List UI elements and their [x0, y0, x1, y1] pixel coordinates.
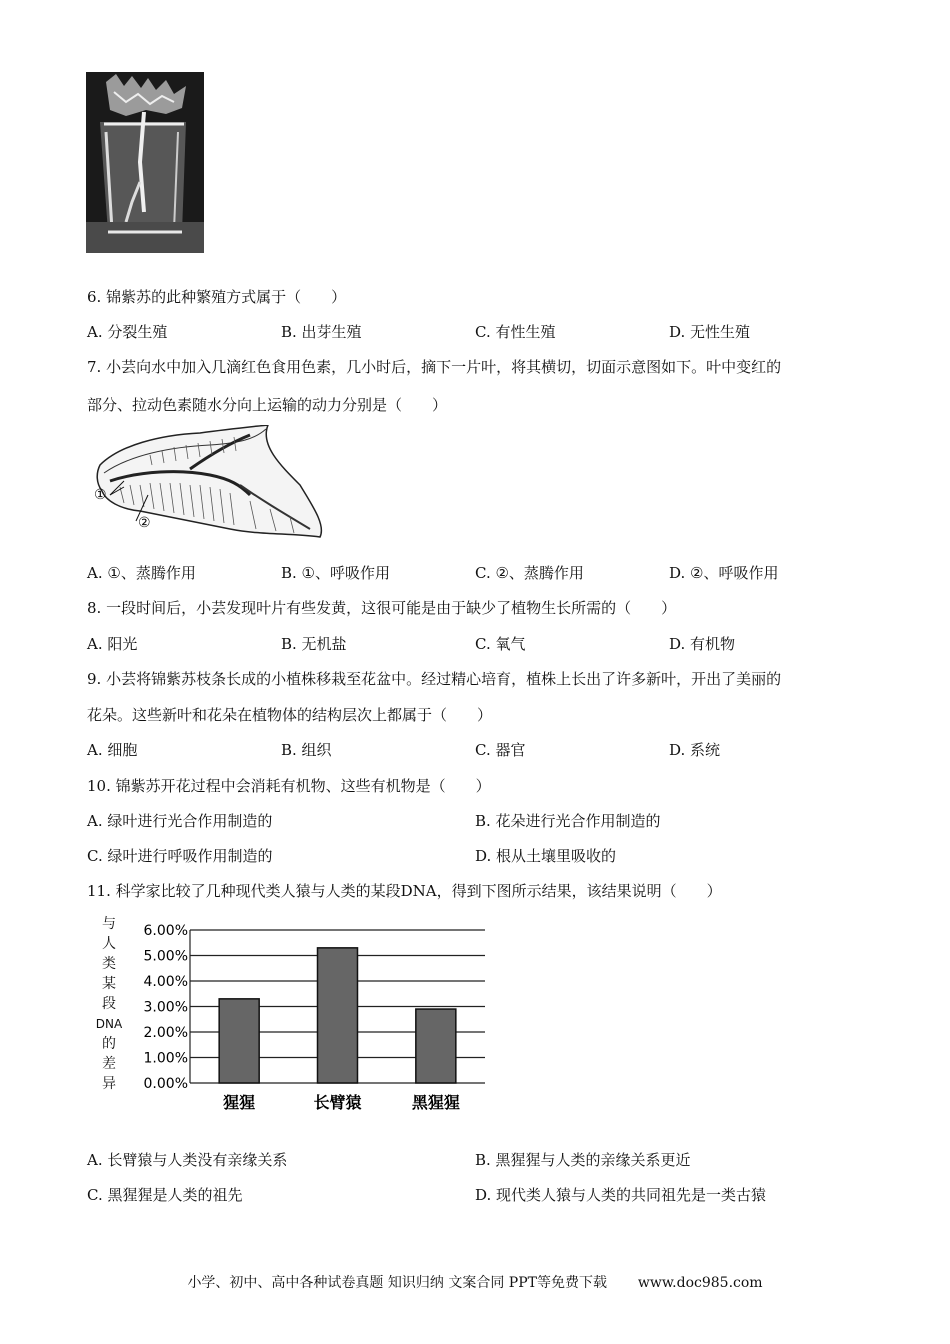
q10-option-a: A. 绿叶进行光合作用制造的	[87, 812, 273, 830]
footer-url[interactable]: www.doc985.com	[637, 1275, 763, 1291]
q11-option-a: A. 长臂猿与人类没有亲缘关系	[87, 1151, 288, 1169]
y-tick-label: 2.00%	[143, 1025, 188, 1041]
x-category-label: 猩猩	[223, 1093, 256, 1112]
q7-option-d: D. ②、呼吸作用	[669, 564, 779, 582]
q11-option-d: D. 现代类人猿与人类的共同祖先是一类古猿	[475, 1186, 767, 1204]
y-axis-label-char: 类	[102, 956, 116, 972]
plant-cutting-photo	[86, 72, 204, 253]
y-tick-label: 1.00%	[143, 1050, 188, 1067]
y-axis-label-char: 异	[102, 1076, 116, 1092]
q8-option-c: C. 氧气	[475, 635, 526, 653]
q6-option-d: D. 无性生殖	[669, 323, 751, 341]
q6-option-a: A. 分裂生殖	[87, 323, 168, 341]
bar-2	[416, 1009, 456, 1083]
y-axis-label-char: 人	[102, 936, 116, 952]
y-axis-label-char: 差	[102, 1056, 116, 1072]
y-axis-label-char: DNA	[95, 1017, 123, 1031]
x-category-label: 长臂猿	[313, 1093, 362, 1112]
q6-option-b: B. 出芽生殖	[281, 323, 362, 341]
diagram-label-2: ②	[138, 515, 151, 531]
footer-text: 小学、初中、高中各种试卷真题 知识归纳 文案合同 PPT等免费下载	[187, 1275, 607, 1291]
q8-option-a: A. 阳光	[87, 635, 138, 653]
q9-stem-line2: 花朵。这些新叶和花朵在植物体的结构层次上都属于（ ）	[87, 706, 493, 724]
q10-option-c: C. 绿叶进行呼吸作用制造的	[87, 847, 273, 865]
x-category-label: 黑猩猩	[411, 1093, 460, 1112]
y-tick-label: 0.00%	[143, 1076, 188, 1092]
y-axis-label-char: 段	[102, 996, 116, 1012]
q10-option-d: D. 根从土壤里吸收的	[475, 847, 617, 865]
q7-option-b: B. ①、呼吸作用	[281, 564, 391, 582]
q11-option-c: C. 黑猩猩是人类的祖先	[87, 1186, 243, 1204]
q11-stem: 11. 科学家比较了几种现代类人猿与人类的某段DNA，得到下图所示结果，该结果说明（ ）	[87, 882, 722, 900]
q7-stem-line1: 7. 小芸向水中加入几滴红色食用色素，几小时后，摘下一片叶，将其横切，切面示意图如下。叶中变红的	[87, 358, 782, 376]
y-tick-label: 5.00%	[143, 948, 188, 965]
leaf-cross-section-diagram	[90, 425, 332, 542]
page-footer	[0, 1272, 950, 1292]
diagram-label-1: ①	[94, 487, 107, 503]
y-tick-label: 3.00%	[143, 999, 188, 1016]
q9-option-d: D. 系统	[669, 741, 721, 759]
q8-option-d: D. 有机物	[669, 635, 736, 653]
q9-option-c: C. 器官	[475, 741, 526, 759]
q7-stem-line2: 部分、拉动色素随水分向上运输的动力分别是（ ）	[87, 396, 448, 414]
bar-1	[318, 948, 358, 1083]
q10-stem: 10. 锦紫苏开花过程中会消耗有机物、这些有机物是（ ）	[87, 777, 491, 795]
q7-option-a: A. ①、蒸腾作用	[87, 564, 196, 582]
y-axis-label-char: 某	[102, 976, 116, 992]
y-tick-label: 6.00%	[143, 923, 188, 939]
q9-option-b: B. 组织	[281, 741, 332, 759]
q11-option-b: B. 黑猩猩与人类的亲缘关系更近	[475, 1151, 691, 1169]
q7-option-c: C. ②、蒸腾作用	[475, 564, 584, 582]
q10-option-b: B. 花朵进行光合作用制造的	[475, 812, 661, 830]
bar-0	[219, 999, 259, 1083]
q9-option-a: A. 细胞	[87, 741, 138, 759]
y-tick-label: 4.00%	[143, 974, 188, 990]
chart-plot-area	[95, 912, 505, 1117]
y-axis-label-char: 与	[102, 916, 116, 932]
q8-option-b: B. 无机盐	[281, 635, 347, 653]
q6-stem: 6. 锦紫苏的此种繁殖方式属于（ ）	[87, 288, 347, 306]
y-axis-label-char: 的	[102, 1036, 116, 1052]
dna-difference-bar-chart	[95, 912, 505, 1117]
q8-stem: 8. 一段时间后，小芸发现叶片有些发黄，这很可能是由于缺少了植物生长所需的（ ）	[87, 599, 677, 617]
q6-option-c: C. 有性生殖	[475, 323, 556, 341]
q9-stem-line1: 9. 小芸将锦紫苏枝条长成的小植株移栽至花盆中。经过精心培育，植株上长出了许多新叶，开出了美丽的	[87, 670, 782, 688]
